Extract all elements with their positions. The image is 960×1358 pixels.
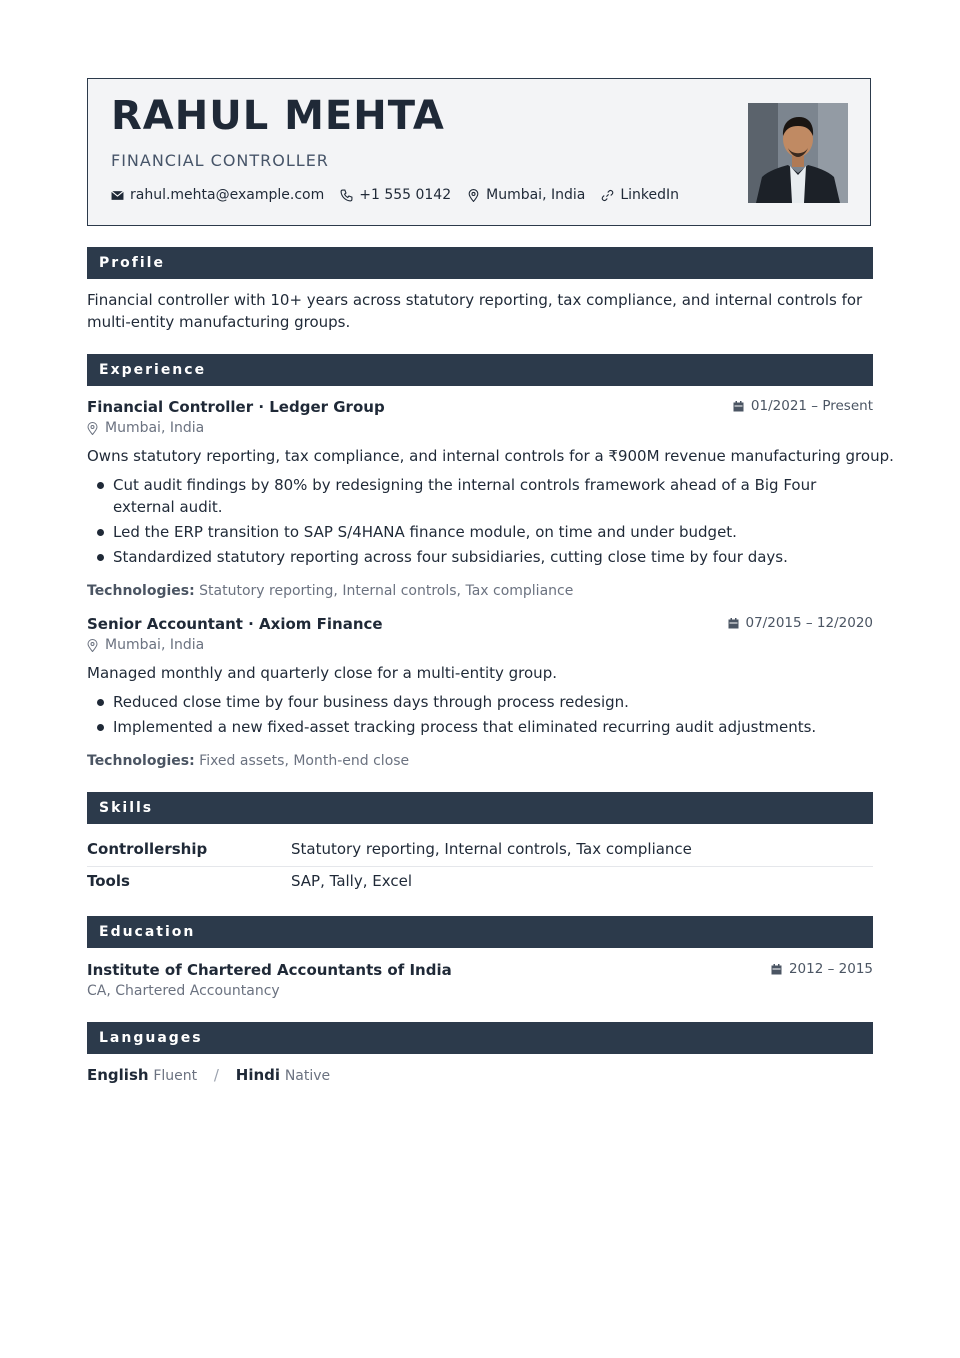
tech-list: Statutory reporting, Internal controls, Tax compliance bbox=[199, 583, 574, 599]
section-header-languages: Languages bbox=[87, 1022, 873, 1054]
job-summary: Managed monthly and quarterly close for a multi-entity group. bbox=[87, 664, 557, 682]
contact-row bbox=[111, 187, 695, 203]
tech-list: Fixed assets, Month-end close bbox=[199, 753, 410, 769]
skills-divider bbox=[87, 866, 873, 867]
calendar-icon bbox=[733, 401, 744, 412]
section-header-skills: Skills bbox=[87, 792, 873, 824]
candidate-role: FINANCIAL CONTROLLER bbox=[111, 151, 329, 170]
job-location bbox=[87, 637, 204, 653]
job-dates bbox=[728, 615, 874, 631]
job-title: Senior Accountant · Axiom Finance bbox=[87, 615, 383, 633]
achievement-item: Standardized statutory reporting across four subsidiaries, cutting close time by four days. bbox=[97, 546, 867, 568]
profile-summary bbox=[87, 289, 873, 333]
skill-values: SAP, Tally, Excel bbox=[291, 872, 412, 890]
job-technologies bbox=[87, 753, 409, 769]
phone-text: +1 555 0142 bbox=[359, 187, 452, 203]
section-header-education: Education bbox=[87, 916, 873, 948]
phone-icon bbox=[340, 189, 353, 202]
profile-line-1: Financial controller with 10+ years across statutory reporting, tax compliance, and internal controls for bbox=[87, 291, 863, 309]
skill-category: Tools bbox=[87, 872, 130, 890]
language-level: Native bbox=[284, 1068, 331, 1084]
job-dates-text: 07/2015 – 12/2020 bbox=[745, 615, 873, 631]
profile-photo bbox=[748, 103, 848, 203]
tech-label: Technologies: bbox=[87, 583, 195, 599]
achievement-item: Cut audit findings by 80% by redesigning the internal controls framework ahead of a Big Four external audit. bbox=[97, 474, 867, 518]
contact-location bbox=[467, 187, 585, 203]
achievement-item: Reduced close time by four business days through process redesign. bbox=[97, 691, 867, 713]
job-technologies bbox=[87, 583, 573, 599]
candidate-name: RAHUL MEHTA bbox=[111, 93, 445, 139]
education-dates bbox=[771, 961, 873, 977]
linkedin-text: LinkedIn bbox=[620, 187, 680, 203]
job-location-text: Mumbai, India bbox=[105, 420, 205, 436]
calendar-icon bbox=[771, 964, 782, 975]
tech-label: Technologies: bbox=[87, 753, 195, 769]
link-icon bbox=[601, 189, 614, 202]
contact-email[interactable] bbox=[111, 187, 324, 203]
job-achievements bbox=[97, 474, 867, 568]
language-level: Fluent bbox=[153, 1068, 198, 1084]
language-name: Hindi bbox=[235, 1066, 281, 1084]
envelope-icon bbox=[111, 189, 124, 202]
job-title: Financial Controller · Ledger Group bbox=[87, 398, 385, 416]
map-pin-icon bbox=[87, 422, 98, 435]
job-dates bbox=[733, 398, 873, 414]
skill-category: Controllership bbox=[87, 840, 208, 858]
location-text: Mumbai, India bbox=[486, 187, 586, 203]
email-text: rahul.mehta@example.com bbox=[130, 187, 325, 203]
portrait-image bbox=[748, 103, 848, 203]
map-pin-icon bbox=[87, 639, 98, 652]
section-header-profile: Profile bbox=[87, 247, 873, 279]
contact-phone[interactable] bbox=[340, 187, 451, 203]
job-location-text: Mumbai, India bbox=[105, 637, 205, 653]
contact-linkedin[interactable] bbox=[601, 187, 679, 203]
job-achievements bbox=[97, 691, 867, 738]
calendar-icon bbox=[728, 618, 739, 629]
skill-values: Statutory reporting, Internal controls, Tax compliance bbox=[291, 840, 692, 858]
section-header-experience: Experience bbox=[87, 354, 873, 386]
language-separator: / bbox=[213, 1066, 219, 1084]
achievement-item: Implemented a new fixed-asset tracking process that eliminated recurring audit adjustments. bbox=[97, 716, 867, 738]
job-summary: Owns statutory reporting, tax compliance, and internal controls for a ₹900M revenue manufacturing group. bbox=[87, 447, 894, 465]
job-dates-text: 01/2021 – Present bbox=[750, 398, 873, 414]
education-dates-text: 2012 – 2015 bbox=[788, 961, 873, 977]
education-school: Institute of Chartered Accountants of India bbox=[87, 961, 452, 979]
job-location bbox=[87, 420, 204, 436]
map-pin-icon bbox=[467, 189, 480, 202]
education-degree: CA, Chartered Accountancy bbox=[87, 983, 280, 999]
resume-header bbox=[87, 78, 871, 226]
profile-line-2: multi-entity manufacturing groups. bbox=[87, 313, 351, 331]
languages-list bbox=[87, 1066, 330, 1084]
language-name: English bbox=[87, 1066, 149, 1084]
achievement-item: Led the ERP transition to SAP S/4HANA finance module, on time and under budget. bbox=[97, 521, 867, 543]
